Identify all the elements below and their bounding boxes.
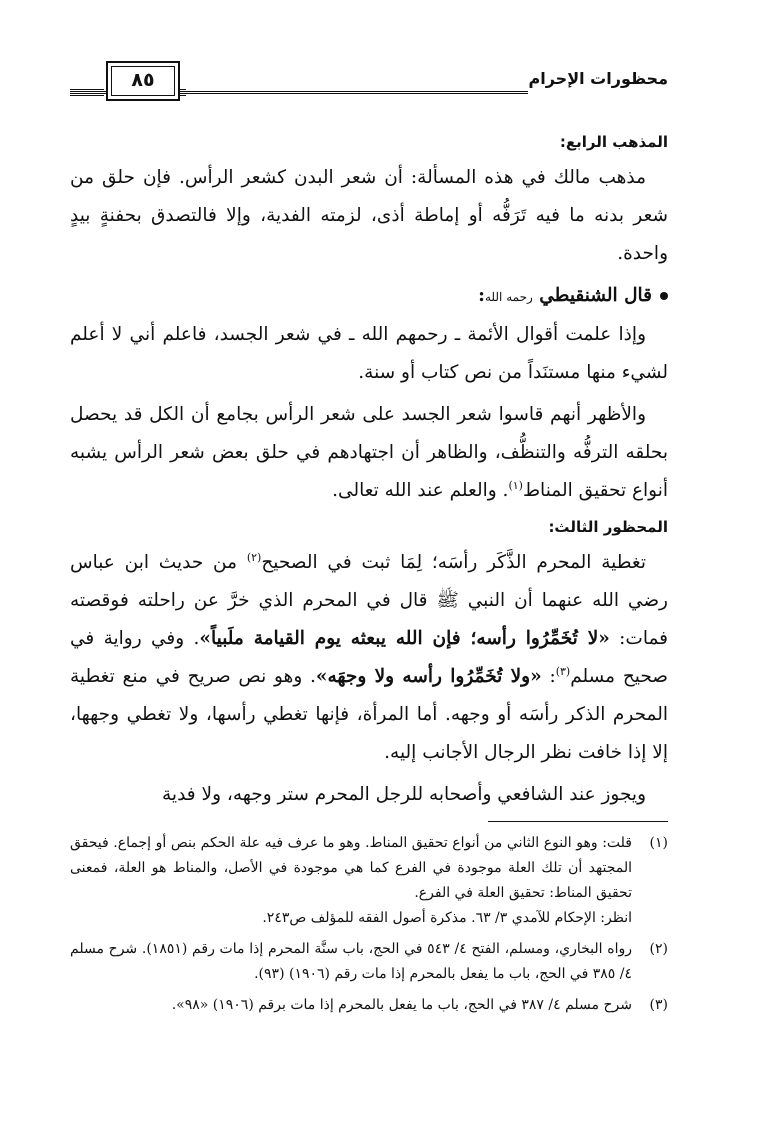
paragraph: ويجوز عند الشافعي وأصحابه للرجل المحرم ستر وجهه، ولا فدية	[162, 784, 646, 805]
colon: :	[478, 285, 485, 306]
paragraph-text: . وهو نص صريح في منع تغطية المحرم الذكر رأسَه أو وجهه. أما المرأة، فإنها تغطي رأسها، ولا تغطي وجهها، إلا إذا خافت نظر الرجال الأجانب إليه.	[70, 666, 668, 763]
paragraph-text: :	[541, 666, 556, 687]
footnote	[70, 993, 668, 1018]
paragraph	[70, 544, 668, 772]
paragraph-text: والأظهر أنهم قاسوا شعر الجسد على شعر الرأس بجامع أن الكل قد يحصل بحلقه الترفُّه والتنظُّف، والظاهر أن اجتهادهم في حلق بعض شعر الرأس يشبه أنواع تحقيق المناط	[70, 404, 668, 501]
footnote	[70, 831, 668, 931]
section-heading: المحظور الثالث:	[548, 518, 668, 536]
paragraph-text: من حديث ابن عباس رضي الله عنهما أن النبي ﷺ قال في المحرم الذي خرَّ عن راحلته فوقصته فمات:	[70, 552, 668, 649]
footnote-number: (١)	[649, 835, 668, 851]
book-page	[70, 55, 668, 1115]
hadith-quote: «ولا تُخَمِّرُوا رأسه ولا وجهَه»	[315, 666, 542, 687]
bullet-icon	[660, 292, 668, 300]
footnote-number: (٣)	[649, 997, 668, 1013]
footnote	[70, 937, 668, 987]
header-rule-left	[70, 89, 104, 96]
page-number: ٨٥	[111, 66, 175, 96]
quote-intro	[70, 277, 668, 316]
main-text	[70, 125, 668, 814]
footnotes	[70, 831, 668, 1024]
hadith-quote: «لا تُخَمِّرُوا رأسه؛ فإن الله يبعثه يوم القيامة ملَبياً»	[199, 628, 610, 649]
footnote-text: قلت: وهو النوع الثاني من أنواع تحقيق المناط. وهو ما عرف فيه علة الحكم بنص أو إجماع. فيحقق المجتهد أن تلك العلة موجودة في الفرع كما هي موجودة في الأصل، والمناط هو العلة، فمعنى تحقيق المناط: تحقيق العلة في الفرع.	[70, 835, 632, 901]
paragraph	[70, 396, 668, 510]
footnote-text: انظر: الإحكام للآمدي ٣/ ٦٣. مذكرة أصول الفقه للمؤلف ص٢٤٣.	[262, 910, 632, 926]
footnote-ref: (١)	[508, 478, 523, 492]
footnote-separator	[488, 821, 668, 822]
paragraph-text: . والعلم عند الله تعالى.	[332, 480, 509, 501]
footnote-number: (٢)	[649, 941, 668, 957]
running-title: محظورات الإحرام	[528, 69, 668, 88]
footnote-text: شرح مسلم ٤/ ٣٨٧ في الحج، باب ما يفعل بالمحرم إذا مات برقم (١٩٠٦) «٩٨».	[171, 997, 632, 1013]
paragraph-text: تغطية المحرم الذَّكَر رأسَه؛ لِمَا ثبت في الصحيح	[261, 552, 646, 573]
section-heading: المذهب الرابع:	[559, 133, 668, 151]
page-number-frame	[106, 61, 180, 101]
footnote-text: رواه البخاري، ومسلم، الفتح ٤/ ٥٤٣ في الحج، باب سنَّة المحرم إذا مات رقم (١٨٥١). شرح مسلم ٤/ ٣٨٥ في الحج، باب ما يفعل بالمحرم إذا مات رقم (١٩٠٦) (٩٣).	[70, 941, 632, 982]
footnote-ref: (٣)	[555, 664, 571, 678]
paragraph: وإذا علمت أقوال الأئمة ـ رحمهم الله ـ في شعر الجسد، فاعلم أني لا أعلم لشيء منها مستنَداً من نص كتاب أو سنة.	[70, 324, 668, 383]
paragraph-text: . وفي رواية في صحيح مسلم	[70, 628, 668, 687]
quote-author: قال الشنقيطي	[539, 285, 652, 306]
honorific: رحمه الله	[484, 290, 533, 304]
footnote-ref: (٢)	[246, 550, 262, 564]
paragraph: مذهب مالك في هذه المسألة: أن شعر البدن كشعر الرأس. فإن حلق من شعر بدنه ما فيه تَرَفُّه أو إماطة أذى، لزمته الفدية، وإلا فالتصدق بحفنةٍ بيدٍ واحدة.	[70, 167, 668, 264]
page-header	[70, 61, 668, 103]
